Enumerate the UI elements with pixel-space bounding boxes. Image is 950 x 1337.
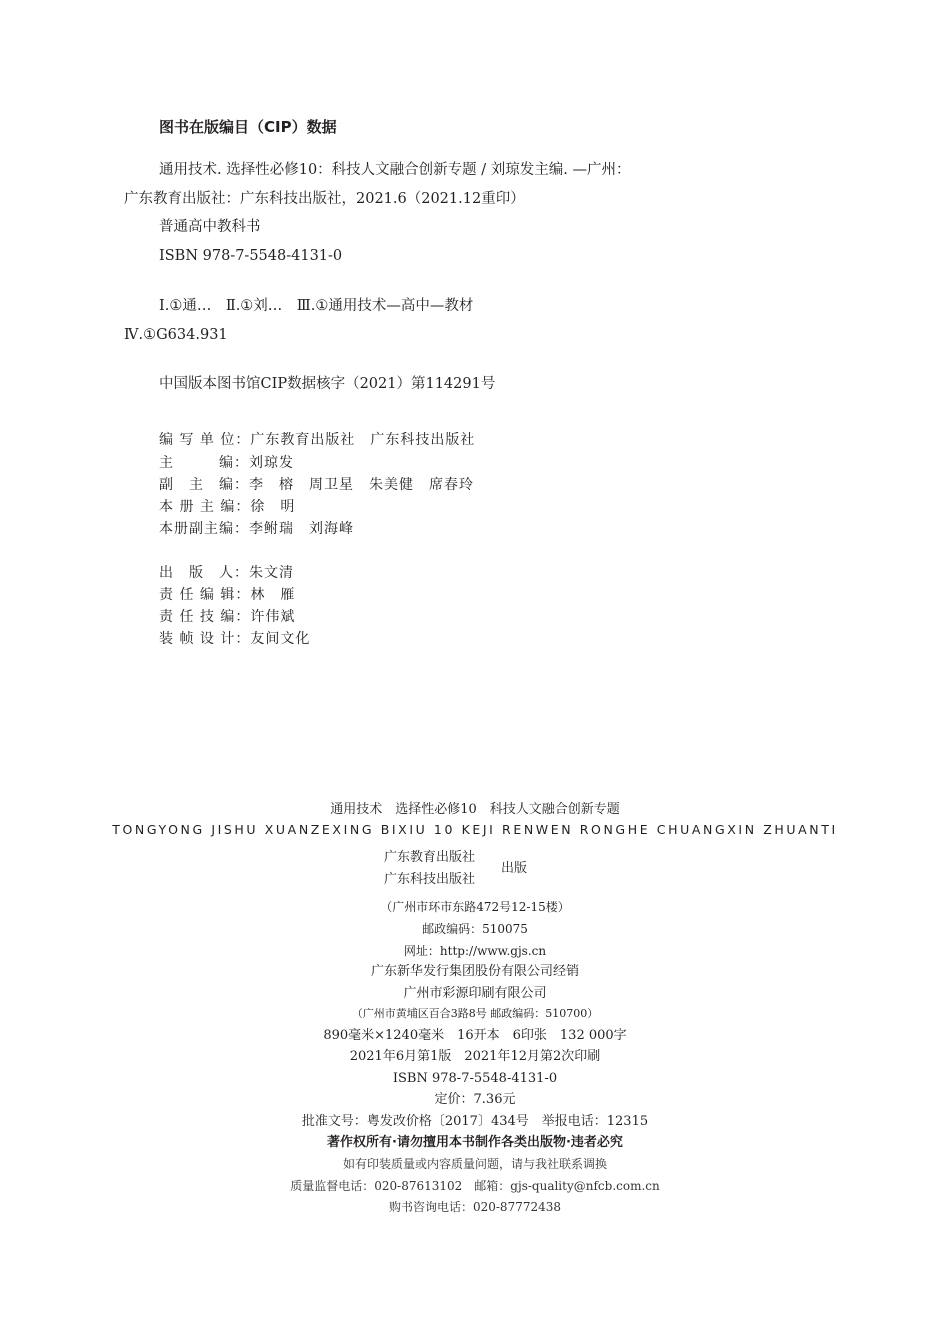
colophon-price: 定价：7.36元 [434, 1092, 516, 1107]
colophon-specs: 890毫米×1240毫米 16开本 6印张 132 000字 [323, 1028, 627, 1043]
colophon-publisher-1: 广东教育出版社 [384, 850, 476, 865]
colophon-website: 网址：http://www.gjs.cn [403, 944, 547, 958]
colophon-distributor: 广东新华发行集团股份有限公司经销 [370, 964, 579, 979]
staff-volume-editor: 本 册 主 编：徐 明 [159, 499, 296, 515]
staff-publisher-person: 出 版 人：朱文清 [159, 565, 294, 581]
staff-designer: 装 帧 设 计：友间文化 [159, 631, 311, 647]
colophon-quality-notice: 如有印装质量或内容质量问题，请与我社联系调换 [342, 1157, 607, 1171]
colophon-publisher-2: 广东科技出版社 [384, 872, 476, 887]
cip-classification-2: Ⅳ.①G634.931 [124, 327, 228, 343]
colophon-copyright: 著作权所有·请勿擅用本书制作各类出版物·违者必究 [327, 1135, 623, 1150]
colophon-publishers [384, 851, 475, 895]
staff-responsible-editor: 责 任 编 辑：林 雁 [159, 587, 296, 603]
colophon-printer: 广州市彩源印刷有限公司 [403, 986, 547, 1001]
staff-deputy-editors: 副 主 编：李 榕 周卫星 朱美健 席春玲 [159, 477, 474, 493]
cip-series-line: 普通高中教科书 [159, 219, 261, 235]
colophon-printer-address: （广州市黄埔区百合3路8号 邮政编码：510700） [351, 1007, 599, 1020]
staff-chief-editor: 主 编：刘琼发 [159, 455, 294, 471]
colophon-purchase-contact: 购书咨询电话：020-87772438 [388, 1200, 562, 1214]
staff-compiler: 编 写 单 位：广东教育出版社 广东科技出版社 [159, 432, 476, 448]
colophon-postcode: 邮政编码：510075 [422, 922, 528, 936]
colophon-quality-contact: 质量监督电话：020-87613102 邮箱：gjs-quality@nfcb.com.cn [290, 1179, 660, 1193]
cip-isbn: ISBN 978-7-5548-4131-0 [159, 248, 343, 264]
colophon-approval: 批准文号：粤发改价格〔2017〕434号 举报电话：12315 [301, 1114, 649, 1129]
staff-technical-editor: 责 任 技 编：许伟斌 [159, 609, 296, 625]
cip-core-number: 中国版本图书馆CIP数据核字（2021）第114291号 [159, 376, 496, 392]
staff-volume-deputy: 本册副主编：李鲋瑞 刘海峰 [159, 521, 354, 537]
colophon-title-pinyin: TONGYONG JISHU XUANZEXING BIXIU 10 KEJI RENWEN RONGHE CHUANGXIN ZHUANTI [112, 822, 838, 837]
colophon-edition: 2021年6月第1版 2021年12月第2次印刷 [349, 1049, 601, 1064]
colophon-title-cn: 通用技术 选择性必修10 科技人文融合创新专题 [330, 802, 620, 817]
cip-heading: 图书在版编目（CIP）数据 [159, 118, 337, 136]
cip-classification-1: Ⅰ.①通… Ⅱ.①刘… Ⅲ.①通用技术—高中—教材 [159, 298, 474, 314]
cip-publisher-line: 广东教育出版社：广东科技出版社，2021.6（2021.12重印） [124, 191, 525, 207]
cip-title-line: 通用技术. 选择性必修10：科技人文融合创新专题 / 刘琼发主编. —广州： [159, 162, 631, 178]
colophon-publish-word: 出版 [501, 861, 528, 876]
colophon-address: （广州市环市东路472号12-15楼） [380, 900, 570, 914]
colophon-isbn: ISBN 978-7-5548-4131-0 [392, 1071, 558, 1086]
